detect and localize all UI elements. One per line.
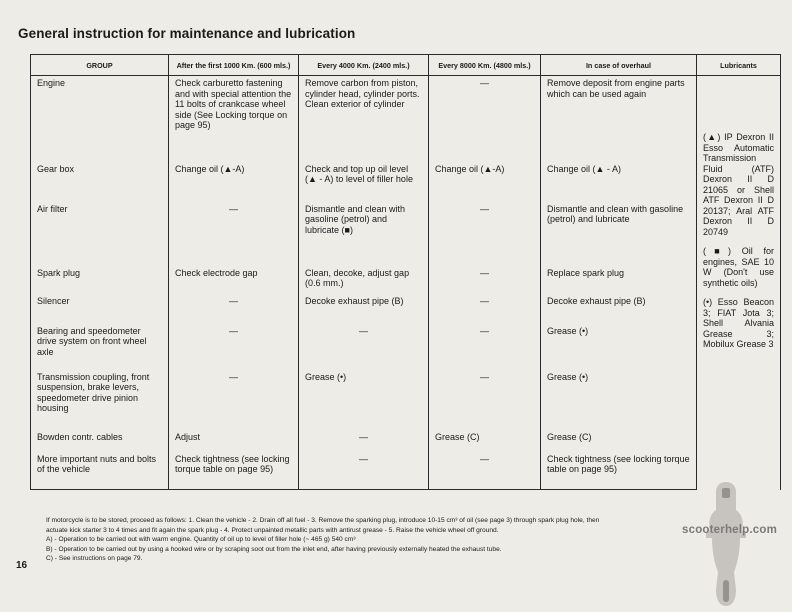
footnote-b: B) - Operation to be carried out by using a hooked wire or by scraping soot out from the inlet end, after having previously externally heated the exhaust tube. bbox=[46, 545, 502, 553]
scooter-silhouette-icon bbox=[696, 480, 756, 608]
every-4000-cell: — bbox=[299, 452, 429, 490]
table-row bbox=[31, 266, 781, 294]
every-4000-cell: Remove carbon from piston, cylinder head, cylinder ports. Clean exterior of cylinder bbox=[299, 76, 429, 162]
first-1000-cell: Change oil (▲-A) bbox=[169, 162, 299, 202]
group-cell: Bearing and speedometer drive system on front wheel axle bbox=[31, 324, 169, 370]
header-group: GROUP bbox=[31, 55, 169, 76]
every-4000-cell: Check and top up oil level (▲ - A) to level of filler hole bbox=[299, 162, 429, 202]
every-8000-cell: — bbox=[429, 76, 541, 162]
table-row bbox=[31, 294, 781, 324]
first-1000-cell: Adjust bbox=[169, 430, 299, 452]
footnote-line: If motorcycle is to be stored, proceed as follows: 1. Clean the vehicle - 2. Drain off all fuel - 3. Remove the sparking plug, introduce 10-15 cm³ of oil (see page 3) through spark plug hole, then bbox=[46, 517, 600, 524]
table-row bbox=[31, 430, 781, 452]
header-lubricants: Lubricants bbox=[697, 55, 781, 76]
header-every-8000: Every 8000 Km. (4800 mls.) bbox=[429, 55, 541, 76]
header-overhaul: In case of overhaul bbox=[541, 55, 697, 76]
every-4000-cell: — bbox=[299, 430, 429, 452]
footnote-c: C) - See instructions on page 79. bbox=[46, 555, 143, 563]
every-4000-cell: Dismantle and clean with gasoline (petrol) and lubricate (■) bbox=[299, 202, 429, 266]
lubricant-b: (■) Oil for engines, SAE 10 W (Don't use synthetic oils) bbox=[703, 246, 774, 288]
first-1000-cell: Check tightness (see locking torque table on page 95) bbox=[169, 452, 299, 490]
every-8000-cell: — bbox=[429, 294, 541, 324]
page-number: 16 bbox=[16, 560, 28, 571]
first-1000-cell: — bbox=[169, 324, 299, 370]
maintenance-table bbox=[30, 54, 781, 490]
every-8000-cell: — bbox=[429, 202, 541, 266]
group-cell: Gear box bbox=[31, 162, 169, 202]
table-row bbox=[31, 202, 781, 266]
watermark-text: scooterhelp.com bbox=[682, 524, 778, 536]
lubricants-cell bbox=[697, 76, 781, 490]
every-4000-cell: — bbox=[299, 324, 429, 370]
page-title: General instruction for maintenance and lubrication bbox=[18, 26, 356, 41]
header-every-4000: Every 4000 Km. (2400 mls.) bbox=[299, 55, 429, 76]
footnote-line: actuate kick starter 3 to 4 times and fit again the spark plug - 4. Protect unpainted metallic parts with antirust grease - 5. Raise the vehicle wheel off ground. bbox=[46, 526, 499, 534]
group-cell: Spark plug bbox=[31, 266, 169, 294]
every-4000-cell: Decoke exhaust pipe (B) bbox=[299, 294, 429, 324]
first-1000-cell: Check electrode gap bbox=[169, 266, 299, 294]
first-1000-cell: — bbox=[169, 202, 299, 266]
overhaul-cell: Dismantle and clean with gasoline (petrol) and lubricate bbox=[541, 202, 697, 266]
table-row bbox=[31, 76, 781, 162]
overhaul-cell: Grease (•) bbox=[541, 370, 697, 430]
overhaul-cell: Replace spark plug bbox=[541, 266, 697, 294]
every-8000-cell: — bbox=[429, 266, 541, 294]
table-row bbox=[31, 324, 781, 370]
table-header-row bbox=[31, 55, 781, 76]
group-cell: Silencer bbox=[31, 294, 169, 324]
every-8000-cell: — bbox=[429, 452, 541, 490]
overhaul-cell: Check tightness (see locking torque table on page 95) bbox=[541, 452, 697, 490]
overhaul-cell: Remove deposit from engine parts which can be used again bbox=[541, 76, 697, 162]
every-8000-cell: Grease (C) bbox=[429, 430, 541, 452]
group-cell: Engine bbox=[31, 76, 169, 162]
first-1000-cell: — bbox=[169, 370, 299, 430]
table-row bbox=[31, 370, 781, 430]
overhaul-cell: Decoke exhaust pipe (B) bbox=[541, 294, 697, 324]
footnotes bbox=[46, 516, 776, 564]
every-8000-cell: — bbox=[429, 370, 541, 430]
lubricant-c: (•) Esso Beacon 3; FIAT Jota 3; Shell Alvania Grease 3; Mobilux Grease 3 bbox=[703, 297, 774, 349]
first-1000-cell: — bbox=[169, 294, 299, 324]
group-cell: More important nuts and bolts of the vehicle bbox=[31, 452, 169, 490]
first-1000-cell: Check carburetto fastening and with special attention the 11 bolts of crankcase wheel side (See Locking torque on page 95) bbox=[169, 76, 299, 162]
table-row bbox=[31, 452, 781, 490]
every-4000-cell: Grease (•) bbox=[299, 370, 429, 430]
every-8000-cell: — bbox=[429, 324, 541, 370]
header-first-1000: After the first 1000 Km. (600 mls.) bbox=[169, 55, 299, 76]
group-cell: Transmission coupling, front suspension, brake levers, speedometer drive pinion housing bbox=[31, 370, 169, 430]
overhaul-cell: Grease (•) bbox=[541, 324, 697, 370]
every-8000-cell: Change oil (▲-A) bbox=[429, 162, 541, 202]
every-4000-cell: Clean, decoke, adjust gap (0.6 mm.) bbox=[299, 266, 429, 294]
group-cell: Air filter bbox=[31, 202, 169, 266]
lubricant-a: (▲) IP Dexron II Esso Automatic Transmission Fluid (ATF) Dexron II D 21065 or Shell ATF Dexron II D 20137; Aral ATF Dexron II D 20749 bbox=[703, 132, 774, 237]
group-cell: Bowden contr. cables bbox=[31, 430, 169, 452]
table-row bbox=[31, 162, 781, 202]
overhaul-cell: Change oil (▲ - A) bbox=[541, 162, 697, 202]
footnote-a: A) - Operation to be carried out with warm engine. Quantity of oil up to level of filler hole (~ 465 g) 540 cm³ bbox=[46, 536, 356, 544]
overhaul-cell: Grease (C) bbox=[541, 430, 697, 452]
